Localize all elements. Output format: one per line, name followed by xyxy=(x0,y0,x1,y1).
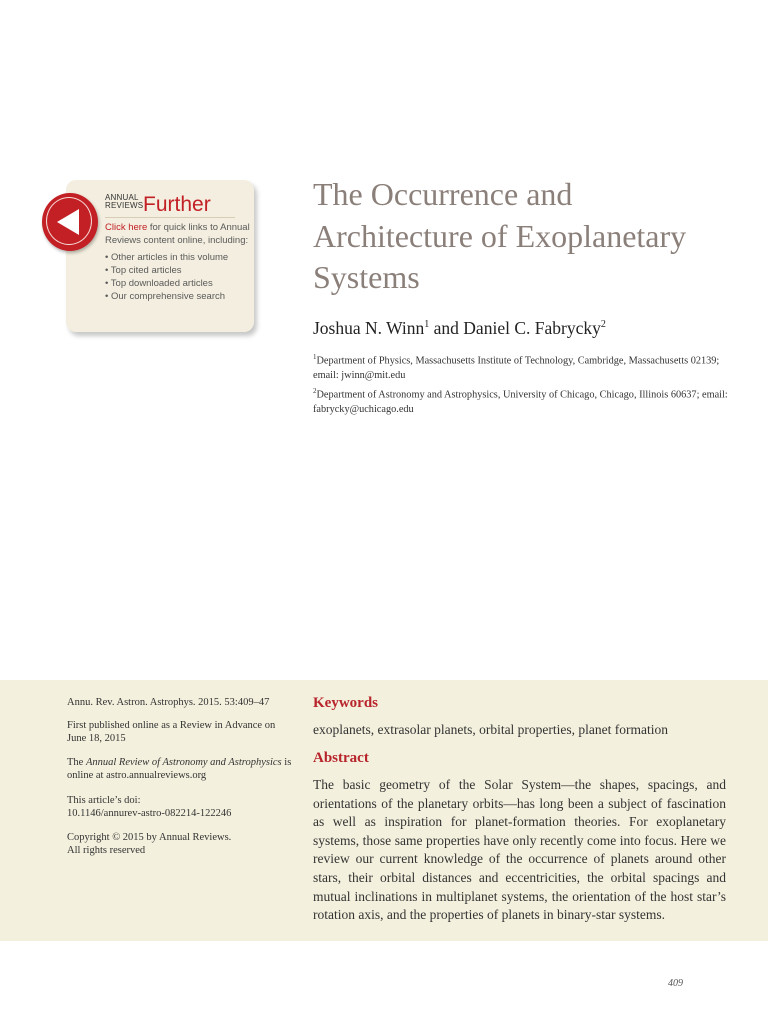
affiliation-1 xyxy=(313,350,733,383)
further-intro: for quick links to Annual Reviews content online, including: xyxy=(105,222,250,246)
brand-annual: ANNUAL xyxy=(105,193,139,202)
further-item-top-downloaded[interactable]: • Top downloaded articles xyxy=(105,278,213,290)
author-conjunction: and xyxy=(429,318,464,338)
copyright-block xyxy=(67,831,292,858)
abstract-heading: Abstract xyxy=(313,750,369,766)
further-click-here-link[interactable]: Click here xyxy=(105,222,148,233)
affiliation-2-mark: 2 xyxy=(313,387,317,395)
journal-prefix: The xyxy=(67,757,86,768)
brand-further: Further xyxy=(143,193,211,216)
brand-reviews: REVIEWS xyxy=(105,201,144,210)
keywords-text: exoplanets, extrasolar planets, orbital properties, planet formation xyxy=(313,722,669,737)
author-winn: Joshua N. Winn xyxy=(313,318,425,338)
further-item-top-cited[interactable]: • Top cited articles xyxy=(105,265,182,277)
copyright: Copyright © 2015 by Annual Reviews. xyxy=(67,832,232,843)
further-divider xyxy=(105,217,235,218)
doi-block xyxy=(67,794,292,821)
citation: Annu. Rev. Astron. Astrophys. 2015. 53:409–47 xyxy=(67,697,270,708)
page-number: 409 xyxy=(668,978,683,989)
author-fabrycky: Daniel C. Fabrycky xyxy=(463,318,601,338)
keywords-heading: Keywords xyxy=(313,695,378,711)
affiliation-2-text: Department of Astronomy and Astrophysics, University of Chicago, Chicago, Illinois 60637; email: fabrycky@uchicago.edu xyxy=(313,389,728,415)
further-item-other-articles[interactable]: • Other articles in this volume xyxy=(105,252,229,264)
further-item-search[interactable]: • Our comprehensive search xyxy=(105,291,226,303)
journal-info xyxy=(67,756,292,783)
affiliation-2 xyxy=(313,384,733,417)
further-logo xyxy=(105,193,211,216)
article-title: The Occurrence and Architecture of Exoplanetary Systems xyxy=(313,176,687,295)
rights: All rights reserved xyxy=(67,845,146,857)
author-list xyxy=(313,318,606,339)
journal-suffix: is online at astro.annualreviews.org xyxy=(67,757,292,782)
abstract-text: The basic geometry of the Solar System—the shapes, spacings, and orientations of the planetary orbits—has long been a subject of fascination as well as inspiration for planet-formation theories. For exoplanetary systems, those same properties have only recently come into focus. Here we review our current knowledge of the occurrence of planets around other stars, their orbital distances and eccentricities, the orbital spacings and mutual inclinations in multiplanet systems, the orientation of the host star’s rotation axis, and the properties of planets in binary-star systems. xyxy=(313,777,726,923)
author-winn-affil-mark: 1 xyxy=(424,319,430,331)
author-fabrycky-affil-mark: 2 xyxy=(600,319,606,331)
back-arrow-icon xyxy=(55,207,83,237)
further-back-button[interactable] xyxy=(42,193,98,251)
journal-name: Annual Review of Astronomy and Astrophysics xyxy=(85,757,282,768)
further-body xyxy=(105,222,255,303)
further-list xyxy=(105,251,255,303)
doi-label: This article’s doi: xyxy=(67,795,141,806)
affiliation-1-mark: 1 xyxy=(313,353,317,361)
doi-link[interactable]: 10.1146/annurev-astro-082214-122246 xyxy=(67,808,232,820)
affiliation-1-text: Department of Physics, Massachusetts Institute of Technology, Cambridge, Massachusetts 02139; email: jwinn@mit.edu xyxy=(313,355,720,381)
first-published: First published online as a Review in Advance on June 18, 2015 xyxy=(67,720,276,745)
